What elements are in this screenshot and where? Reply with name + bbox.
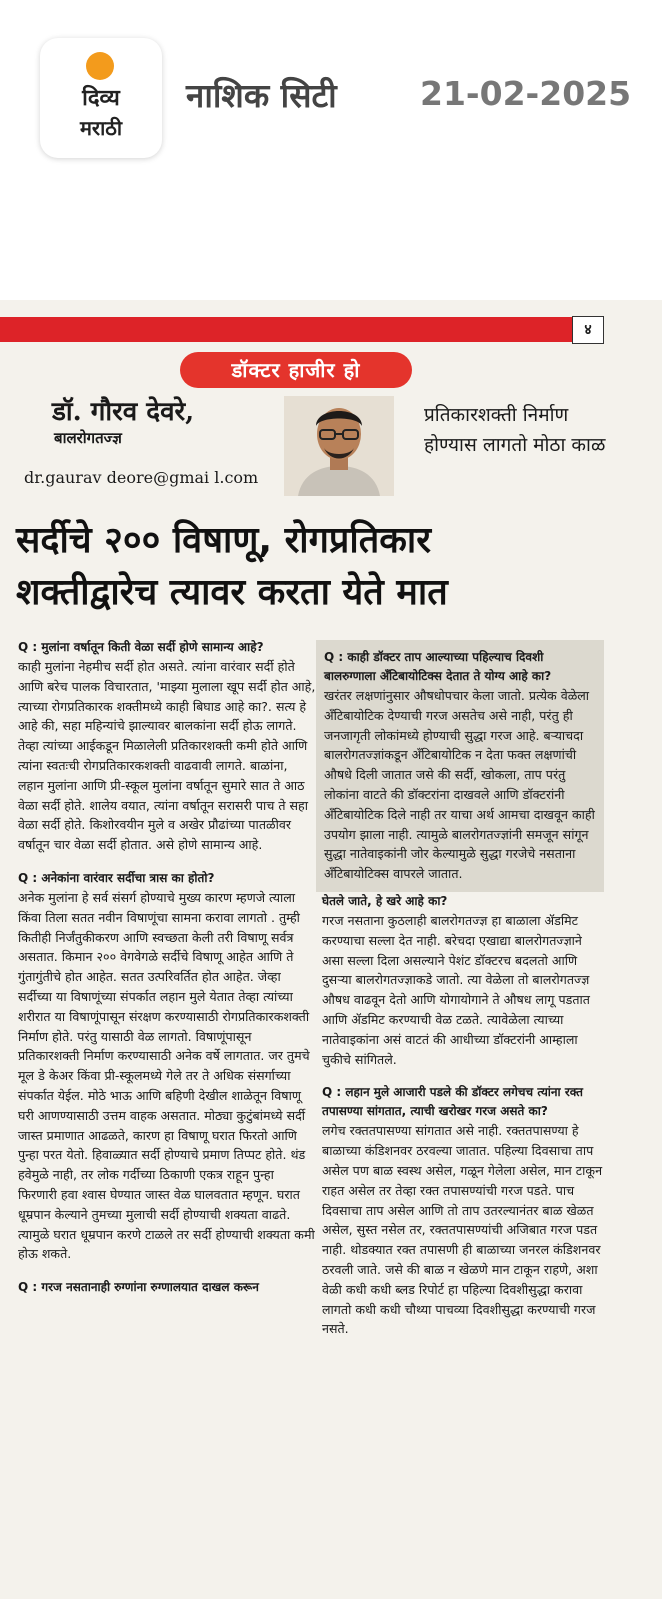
- page-red-bar: [0, 317, 600, 342]
- headline-line-1: सर्दीचे २०० विषाणू, रोगप्रतिकार: [16, 520, 431, 561]
- answer-paragraph: काही मुलांना नेहमीच सर्दी होत असते. त्यांना वारंवार सर्दी होते आणि बरेच पालक विचारतात, 'माझ्या मुलाला खूप सर्दी होत आहे, त्याच्या रोगप्रतिकारक शक्तीमध्ये काही बिघाड आहे का?. सत्य हे आहे की, सहा महिन्यांचे झाल्यावर बालकांना सर्दी होऊ लागते. तेव्हा त्यांच्या आईकडून मिळालेली प्रतिकारशक्ती कमी होते आणि त्यांना स्वतःची रोगप्रतिकारकशक्ती वाढवावी लागते. बाळांना, लहान मुलांना आणि प्री-स्कूल मुलांना वर्षातून सुमारे सात ते आठ वेळा सर्दी होते. शालेय वयात, त्यांना वर्षातून सरासरी पाच ते सहा वेळा सर्दी होते. किशोरवयीन मुले व अखेर प्रौढांच्या पातळीवर वर्षातून चार वेळा सर्दी होतात. असे होणे सामान्य आहे.: [18, 659, 316, 853]
- newspaper-clipping[interactable]: [0, 300, 662, 1599]
- question-heading: Q : लहान मुले आजारी पडले की डॉक्टर लगेचच त्यांना रक्त तपासण्या सांगतात, त्याची खरोखर गरज असते का?: [322, 1085, 584, 1119]
- author-email: dr.gaurav deore@gmai l.com: [24, 468, 259, 487]
- column-title: डॉक्टर हाजीर हो: [180, 352, 412, 388]
- question-heading: Q : मुलांना वर्षातून किती वेळा सर्दी होणे सामान्य आहे?: [18, 640, 264, 654]
- side-headline: प्रतिकारशक्ती निर्माण होण्यास लागतो मोठा काळ: [424, 404, 606, 456]
- divya-marathi-logo[interactable]: [40, 38, 162, 158]
- edition-date: 21-02-2025: [420, 74, 632, 113]
- main-headline: [16, 515, 646, 619]
- question-heading: घेतले जाते, हे खरे आहे का?: [322, 893, 448, 908]
- answer-paragraph: लगेच रक्ततपासण्या सांगतात असे नाही. रक्ततपासण्या हे बाळाच्या कंडिशनवर ठरवल्या जातात. पहिल्या दिवसाचा ताप असेल पण बाळ स्वस्थ असेल, गळून गेलेला असेल, मान टाकून राहत असेल तर तेव्हा रक्त तपासण्यांची गरज पडते. पाच दिवसाचा ताप असेल आणि तो ताप उतरल्यानंतर बाळ खेळत असेल, सुस्त नसेल तर, रक्ततपासण्यांची अजिबात गरज पडत नाही. थोडक्यात रक्त तपासणी ही बाळाच्या जनरल कंडिशनवर ठरवली जाते. जसे की बाळ न खेळणे मान टाकून राहणे, अशा वेळी कधी कधी ब्लड रिपोर्ट हा पहिल्या दिवशीसुद्धा करावा लागतो कधी कधी चौथ्या पाचव्या दिवशीसुद्धा करण्याची गरज नसते.: [322, 1123, 603, 1337]
- page-number: ४: [572, 316, 604, 344]
- question-heading: Q : अनेकांना वारंवार सर्दीचा त्रास का होतो?: [18, 870, 215, 885]
- question-heading: Q : काही डॉक्टर ताप आल्याच्या पहिल्याच दिवशी बालरुग्णाला अँटिबायोटिक्स देतात ते योग्य आहे का?: [324, 650, 552, 683]
- author-name: डॉ. गौरव देवरे,: [52, 397, 195, 427]
- sun-icon: [86, 52, 114, 80]
- right-column: [316, 640, 604, 1339]
- left-column: [18, 638, 316, 1297]
- answer-paragraph: अनेक मुलांना हे सर्व संसर्ग होण्याचे मुख्य कारण म्हणजे त्याला किंवा तिला सतत नवीन विषाणूंचा सामना करावा लागतो . तुम्ही कितीही निर्जंतुकीकरण आणि स्वच्छता केली तरी विषाणू सर्वत्र असतात. किमान २०० वेगवेगळे सर्दीचे विषाणू आहेत आणि ते गुंतागुंतीचे होत आहेत. सतत उत्परिवर्तित होत आहेत. जेव्हा सर्दीच्या या विषाणूंच्या संपर्कात लहान मुले येतात तेव्हा त्यांच्या शरीरात या विषाणूंपासून संरक्षण करण्यासाठी रोगप्रतिकारकशक्ती निर्माण होते. परंतु यासाठी वेळ लागतो. विषाणूंपासून प्रतिकारशक्ती निर्माण करण्यासाठी अनेक वर्षे लागतात. जर तुमचे मूल डे केअर किंवा प्री-स्कूलमध्ये गेले तर ते अधिक संसर्गाच्या संपर्कात येईल. मोठे भाऊ आणि बहिणी देखील शाळेतून विषाणू घरी आणण्यासाठी उत्तम वाहक असतात. मोठ्या कुटुंबांमध्ये सर्दी जास्त प्रमाणात आढळते, कारण हा विषाणू घरात फिरतो आणि पुन्हा परत येतो. हिवाळ्यात सर्दी होण्याचे प्रमाण तिप्पट होते. थंड हवेमुळे नाही, तर लोक गर्दीच्या ठिकाणी एकत्र राहून पुन्हा फिरणारी हवा श्वास घेण्यात जास्त वेळ घालवतात म्हणून. घरात धूम्रपान केल्याने तुमच्या मुलाची सर्दी होण्याची शक्यता वाढते. त्यामुळे घरात धूम्रपान करणे टाळले तर सर्दी होण्याची शक्यता कमी होऊ शकते.: [18, 889, 315, 1262]
- author-photo: [284, 396, 394, 496]
- app-header: [0, 0, 662, 250]
- answer-paragraph: खरंतर लक्षणांनुसार औषधोपचार केला जातो. प्रत्येक वेळेला अँटिबायोटिक देण्याची गरज असतेच असे नाही, परंतु ही जनजागृती लोकांमध्ये होण्याची सुद्धा गरज आहे. बऱ्याचदा बालरोगतज्ज्ञांकडून अँटिबायोटिक न देता फक्त लक्षणांची औषधे दिली जातात जसे की सर्दी, खोकला, ताप परंतु लोकांना वाटते की डॉक्टरांना दाखवले आणि डॉक्टरांनी अँटिबायोटिक दिले नाही तर याचा अर्थ आमचा दाखवून काही उपयोग झाला नाही. त्यामुळे बालरोगतज्ज्ञांनी समजून सांगून सुद्धा नातेवाइकांनी जोर केल्यामुळे सुद्धा गरजेचे नसताना अँटिबायोटिक्स वापरले जातात.: [324, 688, 595, 882]
- question-heading: Q : गरज नसतानाही रुग्णांना रुग्णालयात दाखल करून: [18, 1280, 259, 1295]
- headline-line-2: शक्तीद्वारेच त्यावर करता येते मात: [16, 572, 448, 613]
- logo-text-line2: मराठी: [79, 116, 123, 140]
- logo-text-line1: दिव्य: [82, 85, 120, 111]
- shaded-qa-box: [316, 640, 604, 892]
- author-role: बालरोगतज्ज्ञ: [54, 429, 122, 447]
- answer-paragraph: गरज नसताना कुठलाही बालरोगतज्ज्ञ हा बाळाला ॲडमिट करण्याचा सल्ला देत नाही. बरेचदा एखाद्या बालरोगतज्ज्ञाने असा सल्ला दिला असल्याने पेशंट डॉक्टरच बदलतो आणि दुसऱ्या बालरोगतज्ज्ञाकडे जातो. त्या वेळेला तो बालरोगतज्ज्ञ औषध वाढवून देतो आणि योगायोगाने ते औषध लागू पडतात आणि ॲडमिट करण्याची वेळ टळते. त्यावेळेला त्याच्या नातेवाइकांना असं वाटतं की आधीच्या डॉक्टरांनी आम्हाला चुकीचे सांगितले.: [322, 912, 590, 1067]
- edition-title: नाशिक सिटी: [186, 76, 337, 115]
